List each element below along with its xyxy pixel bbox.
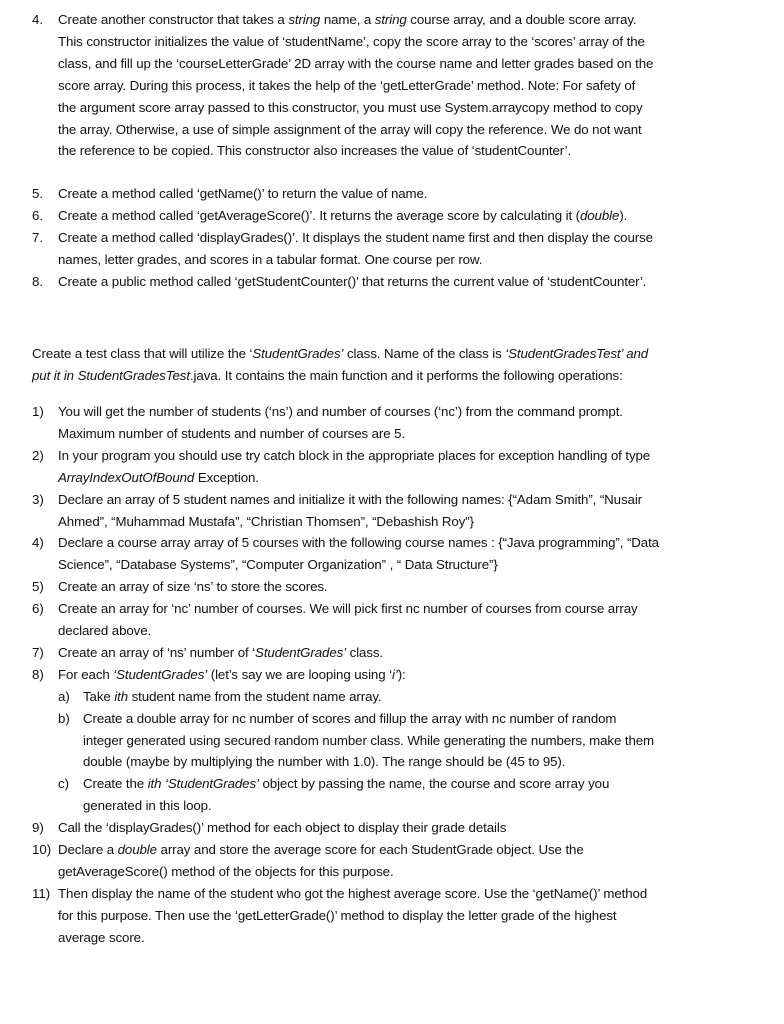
- substep-item-b-line: double (maybe by multiplying the number with 1.0). The range should be (45 to 95).: [83, 754, 566, 770]
- constructor-item-line: score array. During this process, it takes the help of the ‘getLetterGrade’ method. Note: For safety of: [58, 77, 636, 93]
- step-item-2-number: 2): [32, 447, 44, 463]
- step-item-6-line: Create an array for ‘nc’ number of courses. We will pick first nc number of courses from course array: [58, 601, 638, 617]
- step-item-10-number: 10): [32, 842, 52, 857]
- step-item-4-line: Science”, “Database Systems”, “Computer Organization” , “ Data Structure”}: [58, 557, 498, 573]
- substep-item-b-line: integer generated using secured random number class. While generating the numbers, make them: [83, 732, 655, 748]
- constructor-item-line: This constructor initializes the value of ‘studentName’, copy the score array to the ‘scores’ array of the: [58, 33, 645, 49]
- step-item-2-line: ArrayIndexOutOfBound Exception.: [58, 469, 259, 485]
- step-item-3-line: Ahmed”, “Muhammad Mustafa”, “Christian Thomsen”, “Debashish Roy”}: [58, 513, 474, 529]
- method-item-7-line: Create a method called ‘displayGrades()’. It displays the student name first and then display the course: [58, 229, 653, 245]
- step-item-6-number: 6): [32, 601, 44, 617]
- step-item-1-line: Maximum number of students and number of courses are 5.: [58, 425, 406, 441]
- substep-item-b-number: b): [58, 710, 70, 726]
- step-item-8-number: 8): [32, 666, 44, 682]
- step-item-1-line: You will get the number of students (‘ns’) and number of courses (‘nc’) from the command prompt.: [58, 404, 623, 419]
- substep-item-b-line: Create a double array for nc number of scores and fillup the array with nc number of random: [83, 710, 617, 726]
- substep-item-a-line: Take ith student name from the student name array.: [83, 688, 382, 704]
- step-item-4-line: Declare a course array array of 5 courses with the following course names : {“Java programming”, “Data: [58, 535, 659, 551]
- intro-paragraph-line: Create a test class that will utilize the ‘StudentGrades’ class. Name of the class is ‘StudentGradesTest’ and: [32, 346, 649, 361]
- step-item-2-line: In your program you should use try catch block in the appropriate places for exception handling of type: [58, 447, 651, 463]
- step-item-11-line: average score.: [58, 929, 145, 945]
- constructor-item-line: the argument score array passed to this constructor, you must use System.arraycopy method to copy: [58, 99, 643, 115]
- method-item-6-line: Create a method called ‘getAverageScore()’. It returns the average score by calculating it (double).: [58, 207, 628, 223]
- step-item-6-line: declared above.: [58, 623, 152, 638]
- step-item-3-number: 3): [32, 491, 44, 507]
- constructor-item-line: the array. Otherwise, a use of simple assignment of the array will copy the reference. We do not want: [58, 121, 642, 137]
- substep-item-c-line: Create the ith ‘StudentGrades’ object by passing the name, the course and score array you: [83, 776, 610, 792]
- intro-paragraph-line: put it in StudentGradesTest.java. It contains the main function and it performs the following operations:: [32, 367, 623, 383]
- step-item-9-line: Call the ‘displayGrades()’ method for each object to display their grade details: [58, 820, 507, 836]
- step-item-7-line: Create an array of ‘ns’ number of ‘StudentGrades’ class.: [58, 644, 384, 660]
- step-item-4-number: 4): [32, 535, 44, 551]
- constructor-item-line: Create another constructor that takes a string name, a string course array, and a double score array.: [58, 12, 637, 27]
- step-item-11-number: 11): [32, 885, 51, 901]
- method-item-5-number: 5.: [32, 186, 44, 201]
- constructor-item-line: class, and fill up the ‘courseLetterGrade’ 2D array with the course name and letter grades based on the: [58, 55, 654, 71]
- substep-item-a-number: a): [58, 688, 70, 704]
- substep-item-c-line: generated in this loop.: [83, 798, 212, 814]
- method-item-7-number: 7.: [32, 229, 44, 245]
- step-item-10-line: Declare a double array and store the average score for each StudentGrade object. Use the: [58, 842, 584, 857]
- step-item-10-line: getAverageScore() method of the objects for this purpose.: [58, 863, 394, 879]
- method-item-8-number: 8.: [32, 273, 44, 289]
- constructor-item-line: the reference to be copied. This constructor also increases the value of ‘studentCounter’.: [58, 143, 572, 159]
- step-item-7-number: 7): [32, 644, 44, 660]
- substep-item-c-number: c): [58, 776, 70, 792]
- step-item-11-line: for this purpose. Then use the ‘getLetterGrade()’ method to display the letter grade of the highest: [58, 907, 617, 923]
- step-item-11-line: Then display the name of the student who got the highest average score. Use the ‘getName()’ method: [58, 885, 648, 901]
- method-item-5-line: Create a method called ‘getName()’ to return the value of name.: [58, 186, 428, 201]
- step-item-5-line: Create an array of size ‘ns’ to store the scores.: [58, 579, 328, 595]
- step-item-3-line: Declare an array of 5 student names and initialize it with the following names: {“Adam Smith”, “Nusair: [58, 491, 642, 507]
- method-item-7-line: names, letter grades, and scores in a tabular format. One course per row.: [58, 251, 483, 267]
- step-item-8-line: For each ‘StudentGrades’ (let’s say we are looping using ‘i’):: [58, 666, 406, 682]
- method-item-8-line: Create a public method called ‘getStudentCounter()’ that returns the current value of ‘studentCounter’.: [58, 273, 647, 289]
- step-item-9-number: 9): [32, 820, 44, 836]
- constructor-item-number: 4.: [32, 12, 44, 27]
- step-item-5-number: 5): [32, 579, 44, 595]
- step-item-1-number: 1): [32, 404, 44, 419]
- method-item-6-number: 6.: [32, 207, 44, 223]
